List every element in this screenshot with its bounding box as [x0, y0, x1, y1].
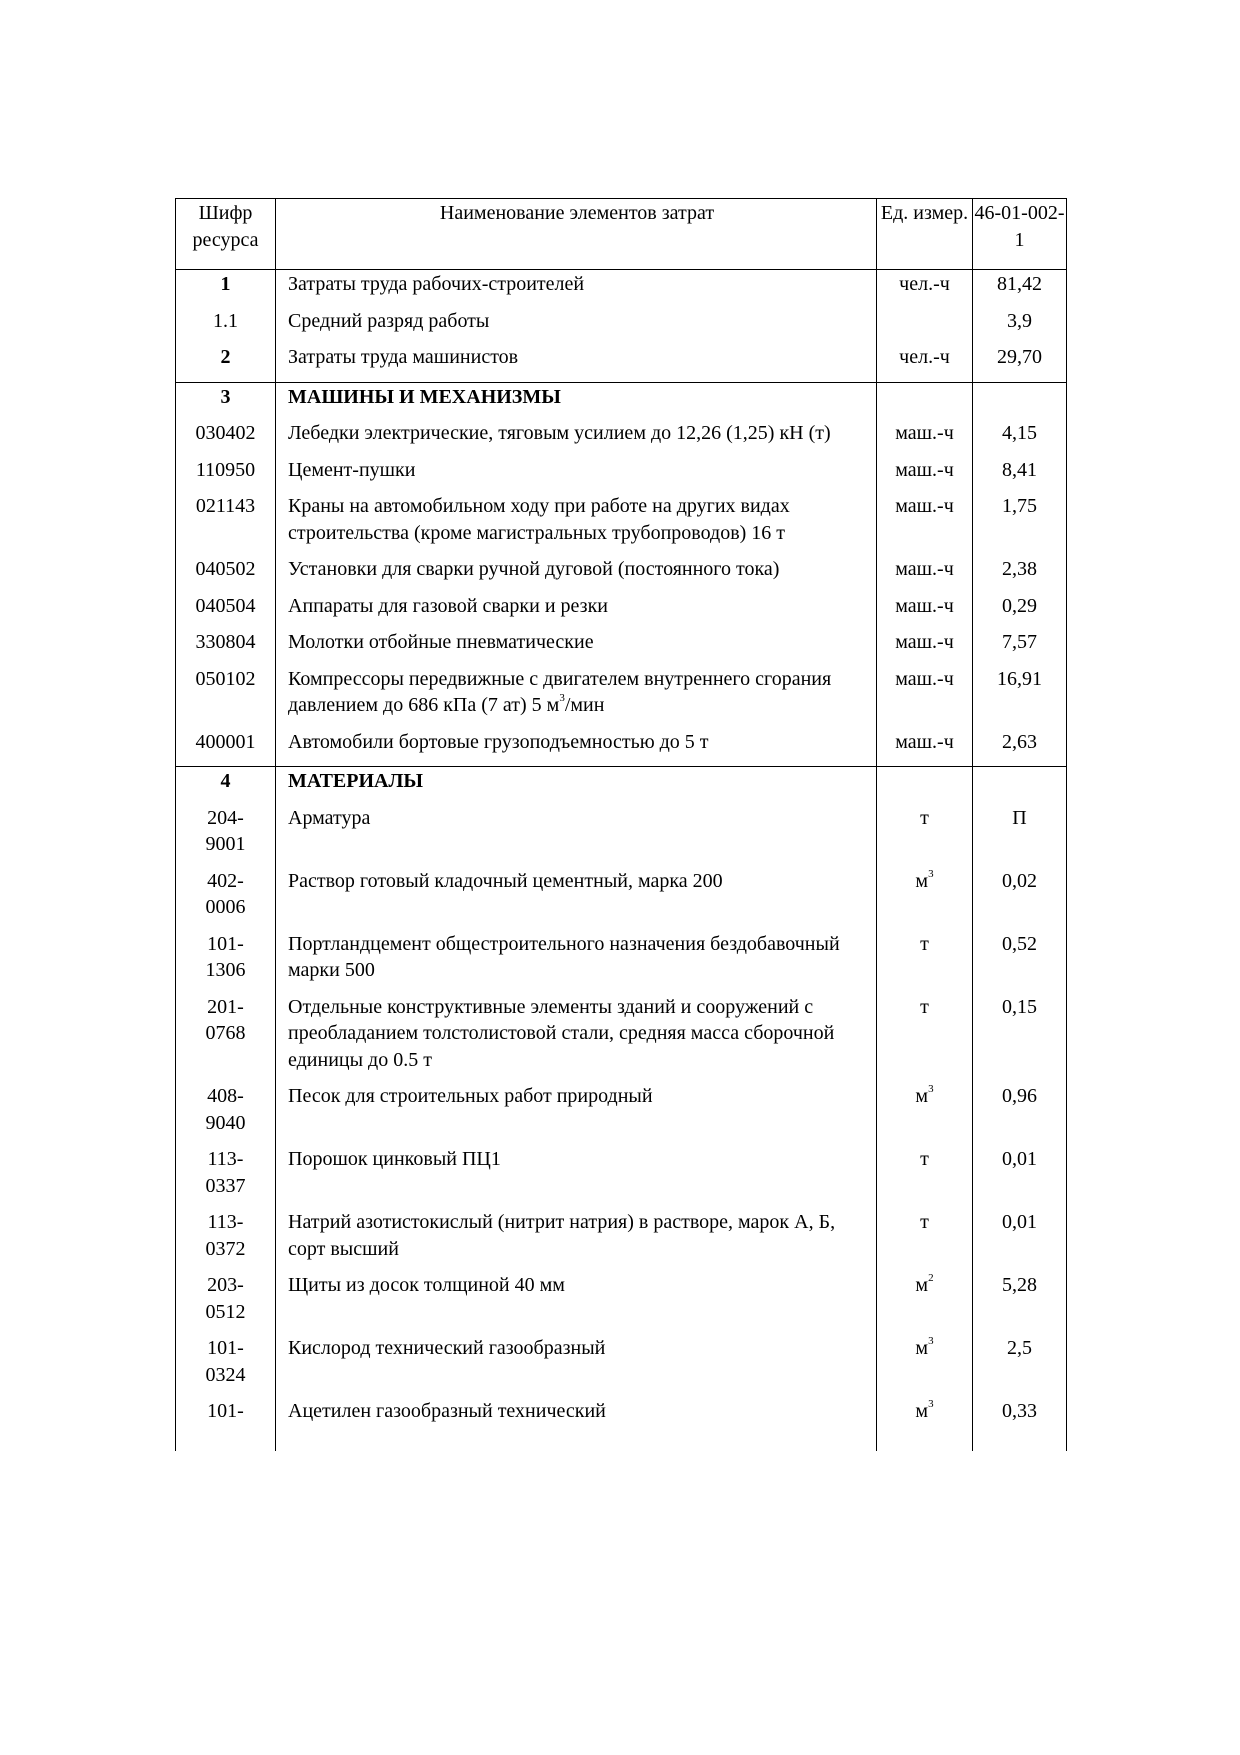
row-unit: маш.-ч [877, 656, 973, 719]
table-header-row [176, 199, 1067, 270]
row-code: 201- 0768 [176, 984, 276, 1074]
row-name: Затраты труда машинистов [276, 334, 877, 382]
header-name: Наименование элементов затрат [276, 199, 877, 270]
machines-section [176, 382, 1067, 767]
row-unit: маш.-ч [877, 619, 973, 656]
table-row [176, 1388, 1067, 1451]
row-unit: $м^3$ [877, 1325, 973, 1388]
row-unit [877, 298, 973, 335]
section-title: МАТЕРИАЛЫ [276, 767, 877, 795]
row-code: 101- [176, 1388, 276, 1451]
table-row [176, 483, 1067, 546]
section-title: МАШИНЫ И МЕХАНИЗМЫ [276, 382, 877, 410]
row-name: Молотки отбойные пневматические [276, 619, 877, 656]
row-value: 0,96 [973, 1073, 1067, 1136]
row-name: Установки для сварки ручной дуговой (постоянного тока) [276, 546, 877, 583]
row-code: 408- 9040 [176, 1073, 276, 1136]
table-row [176, 1136, 1067, 1199]
row-value [973, 382, 1067, 410]
row-name: Кислород технический газообразный [276, 1325, 877, 1388]
row-name: Натрий азотистокислый (нитрит натрия) в растворе, марок А, Б, сорт высший [276, 1199, 877, 1262]
row-code: 2 [176, 334, 276, 382]
row-value: 29,70 [973, 334, 1067, 382]
row-value: 81,42 [973, 270, 1067, 298]
row-value: 2,38 [973, 546, 1067, 583]
row-unit: чел.-ч [877, 334, 973, 382]
table-row [176, 298, 1067, 335]
row-unit [877, 382, 973, 410]
row-unit: чел.-ч [877, 270, 973, 298]
section-code: 3 [176, 382, 276, 410]
table-row [176, 619, 1067, 656]
table-row [176, 546, 1067, 583]
row-unit: т [877, 921, 973, 984]
row-code: 203- 0512 [176, 1262, 276, 1325]
row-value: 7,57 [973, 619, 1067, 656]
superscript: 3 [928, 1335, 934, 1348]
row-value: 0,52 [973, 921, 1067, 984]
table-row [176, 921, 1067, 984]
section-code: 4 [176, 767, 276, 795]
table-row [176, 1199, 1067, 1262]
row-unit: маш.-ч [877, 410, 973, 447]
superscript: 3 [928, 867, 934, 880]
row-name: Портландцемент общестроительного назначения бездобавочный марки 500 [276, 921, 877, 984]
row-unit: т [877, 1199, 973, 1262]
row-name: Средний разряд работы [276, 298, 877, 335]
labor-section [176, 270, 1067, 383]
row-code: 030402 [176, 410, 276, 447]
table-row [176, 858, 1067, 921]
row-code: 400001 [176, 719, 276, 767]
row-unit: т [877, 984, 973, 1074]
header-norm: 46-01-002-1 [973, 199, 1067, 270]
row-name: Отдельные конструктивные элементы зданий и сооружений с преобладанием толстолистовой стали, средняя масса сборочной единицы до 0.5 т [276, 984, 877, 1074]
superscript: 3 [559, 692, 565, 705]
row-unit: $м^3$ [877, 1073, 973, 1136]
row-unit: $м^3$ [877, 858, 973, 921]
row-unit: т [877, 1136, 973, 1199]
table-row [176, 447, 1067, 484]
superscript: 3 [928, 1083, 934, 1096]
row-unit [877, 767, 973, 795]
row-name: Арматура [276, 795, 877, 858]
row-code: 101- 1306 [176, 921, 276, 984]
superscript: 3 [928, 1398, 934, 1411]
row-code: 021143 [176, 483, 276, 546]
table-row [176, 984, 1067, 1074]
row-value: 0,29 [973, 583, 1067, 620]
row-value: 0,33 [973, 1388, 1067, 1451]
header-code: Шифр ресурса [176, 199, 276, 270]
header-unit: Ед. измер. [877, 199, 973, 270]
row-code: 113- 0337 [176, 1136, 276, 1199]
row-code: 040504 [176, 583, 276, 620]
row-unit: маш.-ч [877, 483, 973, 546]
row-name: Лебедки электрические, тяговым усилием до 12,26 (1,25) кН (т) [276, 410, 877, 447]
section-header-row [176, 767, 1067, 795]
row-code: 204- 9001 [176, 795, 276, 858]
table-row [176, 334, 1067, 382]
row-value: 0,01 [973, 1199, 1067, 1262]
row-unit: маш.-ч [877, 719, 973, 767]
row-unit: т [877, 795, 973, 858]
table-row [176, 1325, 1067, 1388]
row-code: 110950 [176, 447, 276, 484]
row-code: 1 [176, 270, 276, 298]
row-code: 050102 [176, 656, 276, 719]
table-row [176, 270, 1067, 298]
row-value: 16,91 [973, 656, 1067, 719]
row-name: Затраты труда рабочих-строителей [276, 270, 877, 298]
table-row [176, 795, 1067, 858]
row-value: П [973, 795, 1067, 858]
row-value: 0,15 [973, 984, 1067, 1074]
row-unit: маш.-ч [877, 583, 973, 620]
table-row [176, 656, 1067, 719]
row-name: Краны на автомобильном ходу при работе на других видах строительства (кроме магистральных трубопроводов) 16 т [276, 483, 877, 546]
row-unit: $м^3$ [877, 1388, 973, 1451]
row-value: 2,5 [973, 1325, 1067, 1388]
row-value: 2,63 [973, 719, 1067, 767]
section-header-row [176, 382, 1067, 410]
row-code: 1.1 [176, 298, 276, 335]
row-value: 4,15 [973, 410, 1067, 447]
row-code: 101- 0324 [176, 1325, 276, 1388]
row-value [973, 767, 1067, 795]
row-name: Порошок цинковый ПЦ1 [276, 1136, 877, 1199]
row-name: Автомобили бортовые грузоподъемностью до 5 т [276, 719, 877, 767]
resource-table [175, 198, 1067, 1451]
row-code: 040502 [176, 546, 276, 583]
row-value: 5,28 [973, 1262, 1067, 1325]
row-name: Аппараты для газовой сварки и резки [276, 583, 877, 620]
table-row [176, 1073, 1067, 1136]
table-row [176, 410, 1067, 447]
row-code: 113- 0372 [176, 1199, 276, 1262]
row-value: 3,9 [973, 298, 1067, 335]
row-unit: $м^2$ [877, 1262, 973, 1325]
row-value: 0,01 [973, 1136, 1067, 1199]
table-row [176, 583, 1067, 620]
table-row [176, 719, 1067, 767]
row-name: Ацетилен газообразный технический [276, 1388, 877, 1451]
row-name: Компрессоры передвижные с двигателем внутреннего сгорания давлением до 686 кПа (7 ат) 5 $м^3$/мин [276, 656, 877, 719]
row-unit: маш.-ч [877, 546, 973, 583]
row-value: 8,41 [973, 447, 1067, 484]
row-unit: маш.-ч [877, 447, 973, 484]
row-name: Песок для строительных работ природный [276, 1073, 877, 1136]
row-code: 402- 0006 [176, 858, 276, 921]
materials-section [176, 767, 1067, 1452]
row-code: 330804 [176, 619, 276, 656]
row-name: Раствор готовый кладочный цементный, марка 200 [276, 858, 877, 921]
row-name: Цемент-пушки [276, 447, 877, 484]
superscript: 2 [928, 1272, 934, 1285]
row-name: Щиты из досок толщиной 40 мм [276, 1262, 877, 1325]
row-value: 0,02 [973, 858, 1067, 921]
table-row [176, 1262, 1067, 1325]
row-value: 1,75 [973, 483, 1067, 546]
